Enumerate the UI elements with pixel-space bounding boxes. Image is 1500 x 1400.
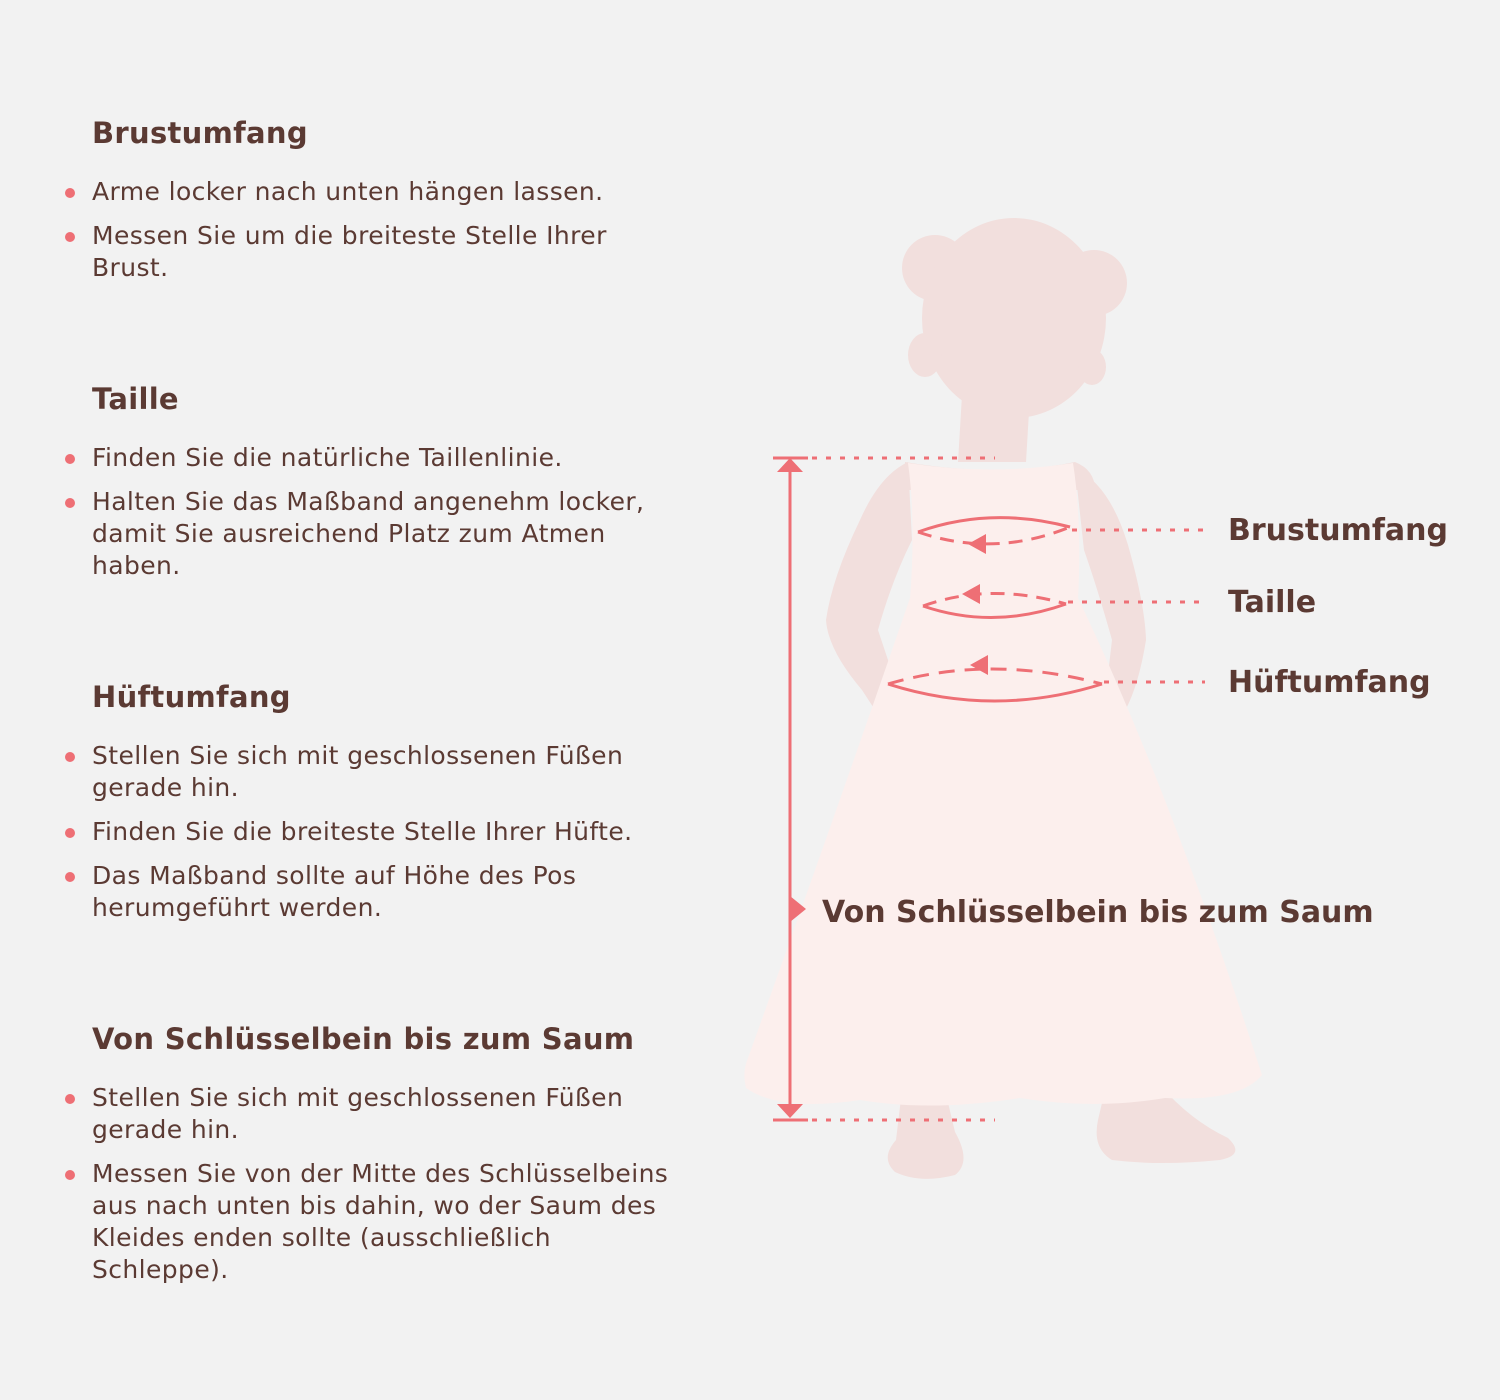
list-item: Stellen Sie sich mit geschlossenen Füßen gerade hin. — [0, 1082, 682, 1146]
list-item: Messen Sie um die breiteste Stelle Ihrer Brust. — [0, 220, 682, 284]
length-arrow-bottom-icon — [777, 1104, 803, 1118]
section-title: Taille — [92, 382, 179, 416]
label-hip: Hüftumfang — [1228, 665, 1431, 700]
list-item: Arme locker nach unten hängen lassen. — [0, 176, 682, 208]
section-title: Von Schlüsselbein bis zum Saum — [92, 1022, 635, 1056]
dress-skirt — [744, 598, 1262, 1106]
ear-left — [908, 333, 942, 377]
label-length: Von Schlüsselbein bis zum Saum — [822, 895, 1374, 930]
section-title: Hüftumfang — [92, 680, 291, 714]
list-item: Finden Sie die breiteste Stelle Ihrer Hüfte. — [0, 816, 682, 848]
list-item: Halten Sie das Maßband angenehm locker, damit Sie ausreichend Platz zum Atmen haben. — [0, 486, 682, 582]
list-item: Finden Sie die natürliche Taillenlinie. — [0, 442, 682, 474]
dress — [744, 463, 1262, 1106]
list-item: Messen Sie von der Mitte des Schlüsselbeins aus nach unten bis dahin, wo der Saum des Kleides enden sollte (ausschließlich Schleppe). — [0, 1158, 682, 1286]
section-title: Brustumfang — [92, 116, 308, 150]
ear-right — [1078, 349, 1106, 385]
length-arrow-top-icon — [777, 458, 803, 472]
list-item: Stellen Sie sich mit geschlossenen Füßen gerade hin. — [0, 740, 682, 804]
head — [922, 218, 1106, 418]
neck — [958, 395, 1030, 462]
list-item: Das Maßband sollte auf Höhe des Pos herumgeführt werden. — [0, 860, 682, 924]
label-waist: Taille — [1228, 585, 1317, 620]
label-bust: Brustumfang — [1228, 513, 1448, 548]
